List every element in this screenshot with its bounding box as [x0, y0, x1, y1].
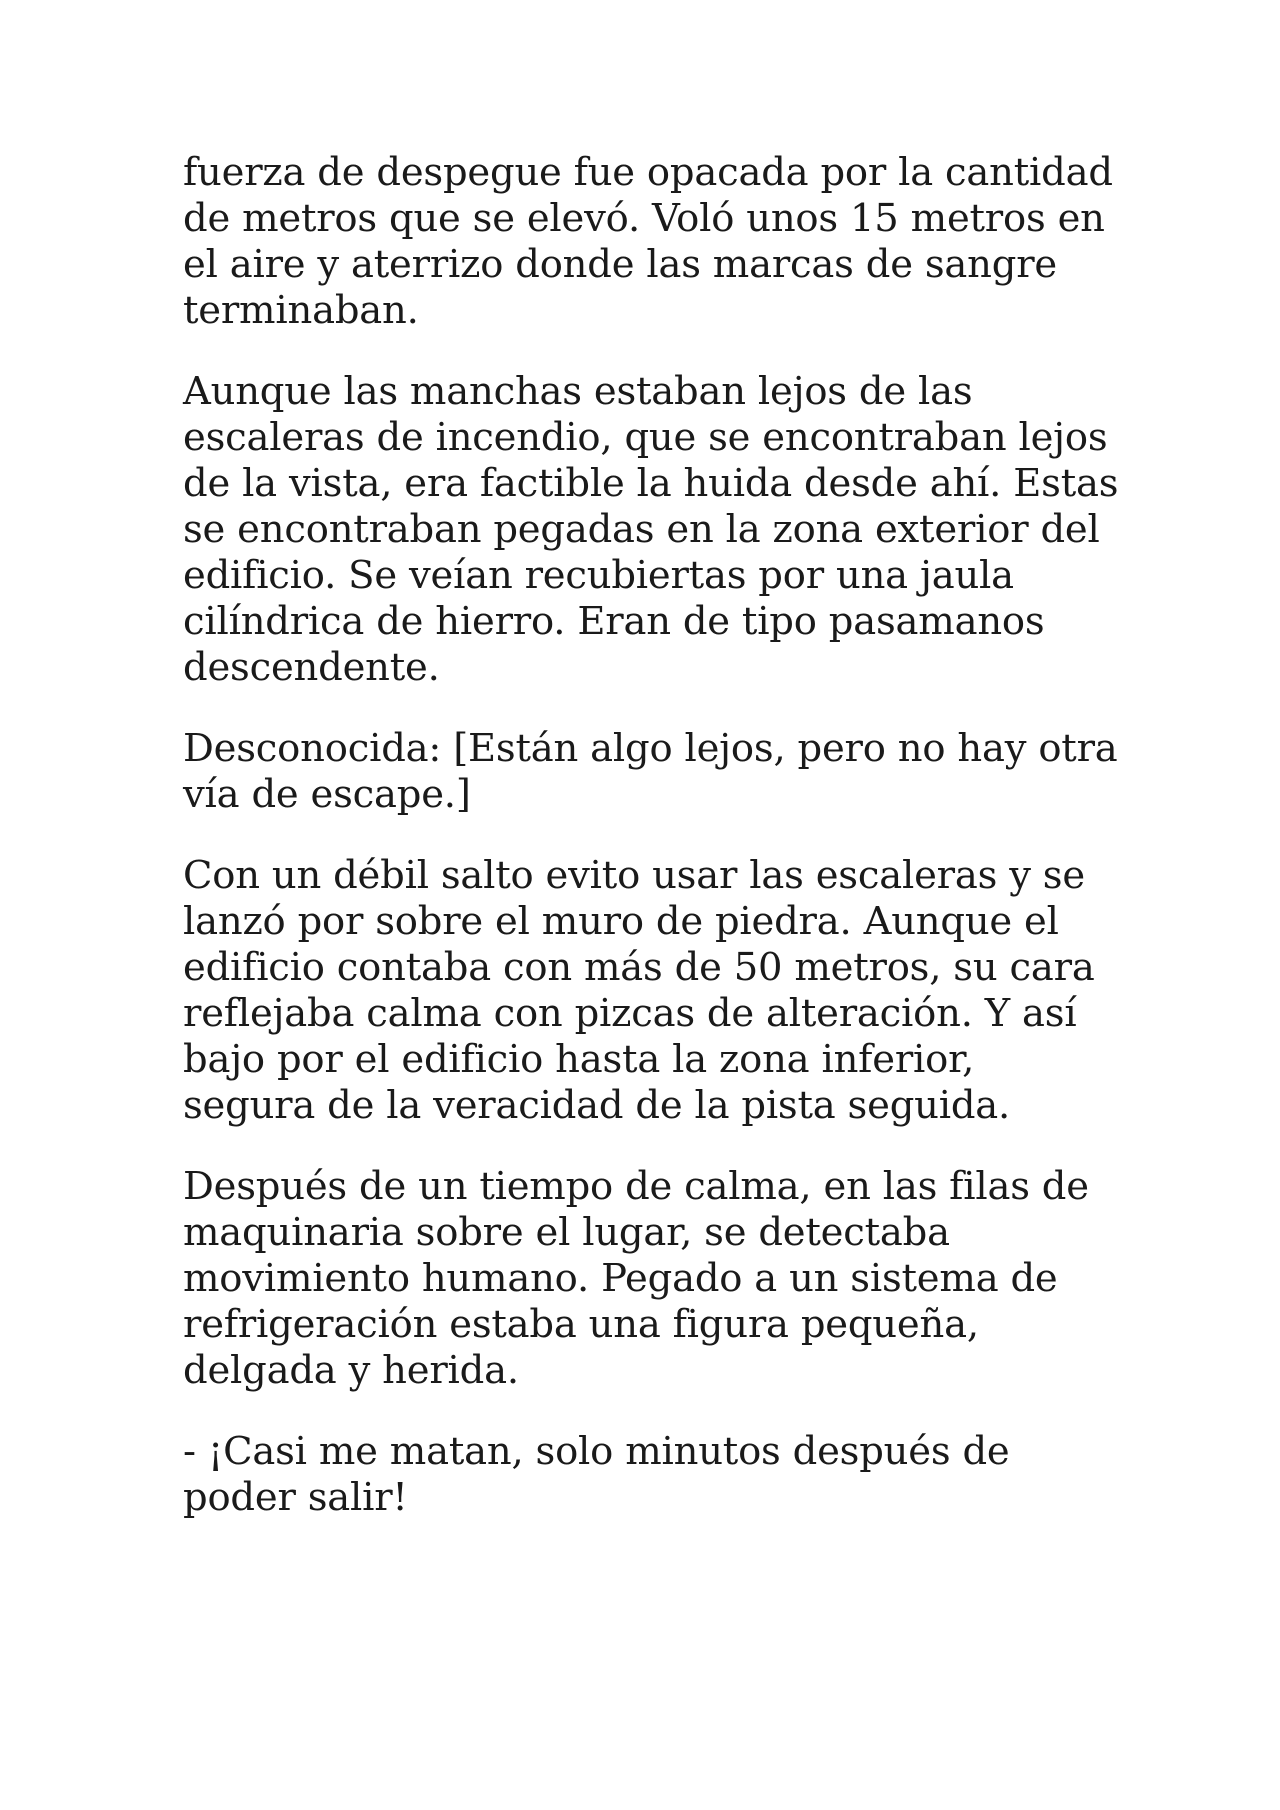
- text-line: refrigeración estaba una figura pequeña,: [183, 1302, 979, 1347]
- text-line: edificio contaba con más de 50 metros, su cara: [183, 945, 1095, 990]
- text-line: poder salir!: [183, 1475, 408, 1520]
- text-line: se encontraban pegadas en la zona exterior del: [183, 507, 1100, 552]
- text-line: escaleras de incendio, que se encontraban lejos: [183, 415, 1108, 460]
- text-line: movimiento humano. Pegado a un sistema de: [183, 1256, 1058, 1301]
- text-line: de la vista, era factible la huida desde ahí. Estas: [183, 461, 1119, 506]
- text-line: Aunque las manchas estaban lejos de las: [183, 369, 973, 414]
- text-line: maquinaria sobre el lugar, se detectaba: [183, 1210, 950, 1255]
- body-text: [183, 150, 1123, 1556]
- text-line: Después de un tiempo de calma, en las filas de: [183, 1164, 1089, 1209]
- text-line: edificio. Se veían recubiertas por una jaula: [183, 553, 1014, 598]
- text-line: vía de escape.]: [183, 772, 471, 817]
- text-line: reflejaba calma con pizcas de alteración. Y así: [183, 991, 1077, 1036]
- paragraph-6-dialogue: [183, 1429, 1123, 1521]
- text-line: terminaban.: [183, 288, 419, 333]
- text-line: segura de la veracidad de la pista seguida.: [183, 1083, 1011, 1128]
- paragraph-3-dialogue: [183, 726, 1123, 818]
- text-line: fuerza de despegue fue opacada por la cantidad: [183, 150, 1113, 195]
- text-line: lanzó por sobre el muro de piedra. Aunque el: [183, 899, 1059, 944]
- paragraph-5: [183, 1164, 1123, 1394]
- paragraph-2: [183, 369, 1123, 691]
- text-line: bajo por el edificio hasta la zona inferior,: [183, 1037, 975, 1082]
- paragraph-1: [183, 150, 1123, 334]
- text-line: cilíndrica de hierro. Eran de tipo pasamanos: [183, 599, 1045, 644]
- text-line: Con un débil salto evito usar las escaleras y se: [183, 853, 1085, 898]
- text-line: Desconocida: [Están algo lejos, pero no hay otra: [183, 726, 1118, 771]
- text-line: el aire y aterrizo donde las marcas de sangre: [183, 242, 1057, 287]
- text-line: - ¡Casi me matan, solo minutos después de: [183, 1429, 1010, 1474]
- text-line: de metros que se elevó. Voló unos 15 metros en: [183, 196, 1105, 241]
- paragraph-4: [183, 853, 1123, 1129]
- text-line: descendente.: [183, 645, 440, 690]
- text-line: delgada y herida.: [183, 1348, 519, 1393]
